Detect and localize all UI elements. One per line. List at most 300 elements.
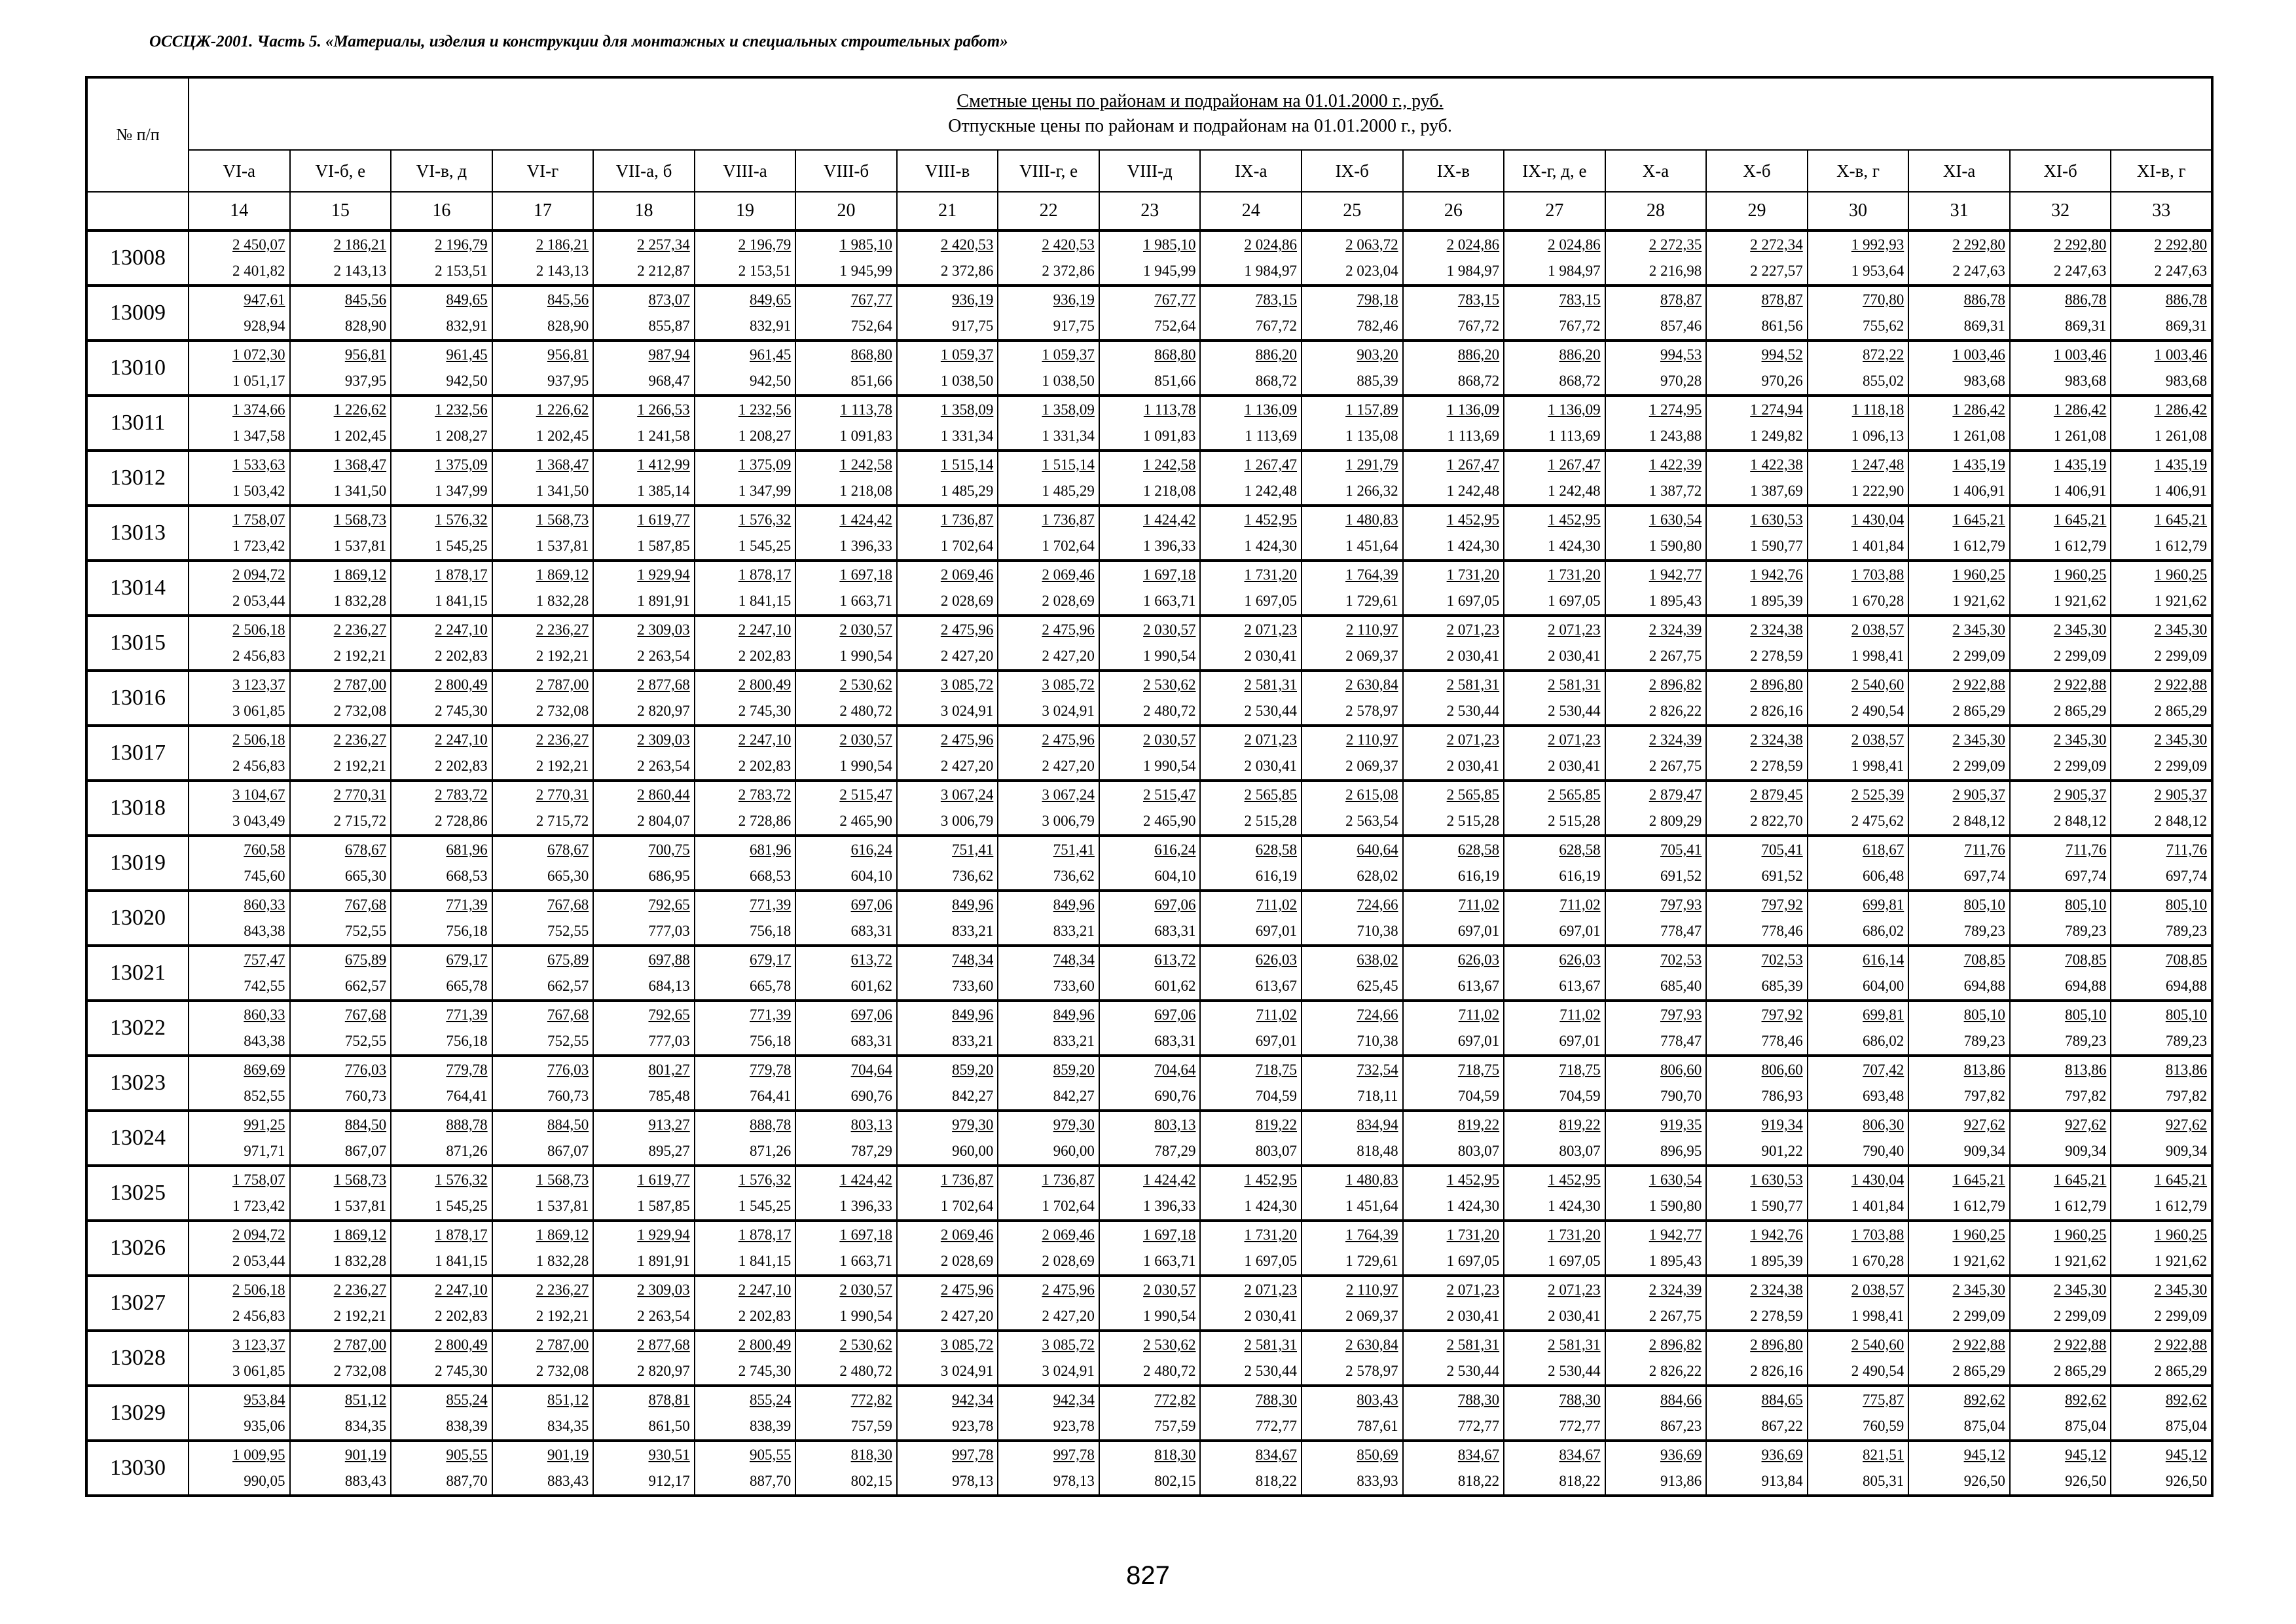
release-price: 1 990,54 [1142, 648, 1196, 664]
price-cell [1302, 286, 1403, 341]
release-price: 1 347,58 [232, 428, 285, 444]
estimate-price: 732,54 [1357, 1061, 1398, 1078]
price-cell [1504, 1001, 1605, 1056]
estimate-price: 792,65 [648, 1006, 690, 1023]
price-cell [391, 451, 492, 506]
price-cell [998, 1111, 1099, 1166]
estimate-price: 1 267,47 [1548, 456, 1601, 473]
price-cell [391, 286, 492, 341]
release-price: 2 212,87 [637, 263, 690, 279]
price-cell [1706, 781, 1808, 836]
estimate-price: 748,34 [952, 951, 994, 968]
column-number: 23 [1099, 192, 1201, 231]
estimate-price: 681,96 [750, 841, 792, 858]
release-price: 1 945,99 [839, 263, 892, 279]
estimate-price: 884,66 [1660, 1392, 1702, 1408]
price-cell [593, 286, 695, 341]
price-cell [795, 836, 897, 891]
release-price: 869,31 [2065, 318, 2107, 334]
estimate-price: 2 783,72 [435, 786, 488, 803]
estimate-price: 772,82 [850, 1392, 892, 1408]
price-cell [593, 1441, 695, 1496]
estimate-price: 2 071,23 [1446, 1282, 1500, 1298]
release-price: 968,47 [648, 373, 690, 389]
estimate-price: 704,64 [850, 1061, 892, 1078]
release-price: 1 841,15 [738, 593, 792, 609]
release-price: 756,18 [750, 923, 792, 939]
price-cell [1302, 506, 1403, 561]
release-price: 803,07 [1457, 1143, 1500, 1159]
release-price: 1 729,61 [1345, 593, 1398, 609]
estimate-price: 2 800,49 [435, 676, 488, 693]
estimate-price: 1 878,17 [435, 1227, 488, 1243]
price-cell [189, 671, 290, 726]
estimate-price: 757,47 [244, 951, 285, 968]
price-cell [1808, 1386, 1909, 1441]
estimate-price: 697,06 [850, 1006, 892, 1023]
release-price: 2 053,44 [232, 593, 285, 609]
release-price: 710,38 [1357, 1033, 1398, 1049]
release-price: 1 990,54 [839, 648, 892, 664]
price-cell [1808, 396, 1909, 451]
release-price: 805,31 [1863, 1473, 1904, 1489]
price-cell [897, 506, 998, 561]
price-cell [1302, 341, 1403, 396]
release-price: 604,10 [1154, 868, 1196, 884]
estimate-price: 961,45 [750, 346, 792, 363]
release-price: 1 612,79 [2154, 1198, 2208, 1214]
release-price: 855,87 [648, 318, 690, 334]
estimate-price: 850,69 [1357, 1447, 1398, 1463]
price-cell [795, 1111, 897, 1166]
estimate-price: 936,69 [1660, 1447, 1702, 1463]
price-cell [1099, 286, 1201, 341]
release-price: 2 865,29 [2154, 1363, 2208, 1379]
row-code: 13028 [86, 1331, 189, 1386]
release-price: 803,07 [1559, 1143, 1601, 1159]
estimate-price: 718,75 [1559, 1061, 1601, 1078]
estimate-price: 2 615,08 [1345, 786, 1398, 803]
price-cell [1808, 1441, 1909, 1496]
price-cell [1808, 946, 1909, 1001]
release-price: 2 732,08 [333, 1363, 387, 1379]
release-price: 1 921,62 [2154, 1253, 2208, 1269]
price-cell [2111, 341, 2212, 396]
estimate-price: 849,96 [1053, 1006, 1095, 1023]
estimate-price: 2 071,23 [1548, 1282, 1601, 1298]
price-cell [695, 836, 796, 891]
release-price: 2 069,37 [1345, 758, 1398, 774]
estimate-price: 2 324,38 [1750, 621, 1803, 638]
price-cell [1403, 1441, 1504, 1496]
release-price: 683,31 [1154, 923, 1196, 939]
estimate-price: 2 530,62 [839, 676, 892, 693]
release-price: 2 826,16 [1750, 1363, 1803, 1379]
price-cell [593, 1276, 695, 1331]
estimate-price: 2 581,31 [1244, 676, 1298, 693]
price-cell [1302, 1221, 1403, 1276]
table-row [86, 286, 2212, 341]
estimate-price: 776,03 [547, 1061, 589, 1078]
price-cell [1302, 781, 1403, 836]
price-cell [1908, 726, 2010, 781]
estimate-price: 1 697,18 [1142, 566, 1196, 583]
release-price: 1 984,97 [1244, 263, 1298, 279]
price-cell [290, 726, 392, 781]
release-price: 2 030,41 [1244, 648, 1298, 664]
release-price: 1 663,71 [839, 1253, 892, 1269]
estimate-price: 886,20 [1457, 346, 1500, 363]
estimate-price: 2 800,49 [738, 676, 792, 693]
release-price: 1 921,62 [2154, 593, 2208, 609]
estimate-price: 3 085,72 [940, 676, 994, 693]
region-header: VI-г [492, 150, 594, 192]
estimate-price: 783,15 [1559, 291, 1601, 308]
release-price: 782,46 [1357, 318, 1398, 334]
estimate-price: 834,94 [1357, 1116, 1398, 1133]
price-cell [1099, 1441, 1201, 1496]
price-cell [1403, 506, 1504, 561]
price-cell [1099, 506, 1201, 561]
estimate-price: 936,19 [1053, 291, 1095, 308]
estimate-price: 2 069,46 [940, 1227, 994, 1243]
price-cell [2111, 1386, 2212, 1441]
price-cell [1504, 506, 1605, 561]
estimate-price: 1 242,58 [839, 456, 892, 473]
price-cell [1302, 946, 1403, 1001]
estimate-price: 927,62 [2065, 1116, 2107, 1133]
price-cell [290, 1276, 392, 1331]
release-price: 752,64 [850, 318, 892, 334]
estimate-price: 930,51 [648, 1447, 690, 1463]
estimate-price: 805,10 [2165, 896, 2208, 913]
price-cell [695, 1221, 796, 1276]
estimate-price: 834,67 [1457, 1447, 1500, 1463]
release-price: 2 427,20 [940, 648, 994, 664]
estimate-price: 2 345,30 [1952, 621, 2005, 638]
estimate-price: 849,96 [952, 1006, 994, 1023]
price-cell [1908, 1441, 2010, 1496]
estimate-price: 2 030,57 [1142, 1282, 1196, 1298]
column-number: 24 [1200, 192, 1302, 231]
estimate-price: 783,15 [1255, 291, 1298, 308]
release-price: 767,72 [1255, 318, 1298, 334]
price-cell [290, 1441, 392, 1496]
price-cell [593, 396, 695, 451]
estimate-price: 1 630,54 [1649, 511, 1702, 528]
estimate-price: 2 247,10 [738, 621, 792, 638]
price-cell [1099, 1056, 1201, 1111]
estimate-price: 806,30 [1863, 1116, 1904, 1133]
price-cell [1808, 1166, 1909, 1221]
release-price: 1 396,33 [1142, 538, 1196, 554]
price-cell [1908, 231, 2010, 286]
price-cell [897, 286, 998, 341]
release-price: 818,22 [1457, 1473, 1500, 1489]
release-price: 1 347,99 [738, 483, 792, 499]
release-price: 1 697,05 [1548, 1253, 1601, 1269]
price-cell [189, 561, 290, 616]
price-cell [1200, 451, 1302, 506]
estimate-price: 1 009,95 [232, 1447, 285, 1463]
table-row [86, 616, 2212, 671]
estimate-price: 1 929,94 [637, 1227, 690, 1243]
release-price: 694,88 [2065, 978, 2107, 994]
release-price: 697,01 [1559, 1033, 1601, 1049]
estimate-price: 1 452,95 [1244, 511, 1298, 528]
price-cell [492, 1386, 594, 1441]
release-price: 1 096,13 [1851, 428, 1904, 444]
estimate-price: 1 136,09 [1548, 401, 1601, 418]
release-price: 2 578,97 [1345, 1363, 1398, 1379]
release-price: 1 341,50 [333, 483, 387, 499]
price-cell [2111, 836, 2212, 891]
estimate-price: 718,75 [1457, 1061, 1500, 1078]
price-cell [593, 726, 695, 781]
release-price: 2 530,44 [1548, 1363, 1601, 1379]
price-cell [1504, 946, 1605, 1001]
table-row [86, 1331, 2212, 1386]
release-price: 851,66 [850, 373, 892, 389]
release-price: 1 990,54 [1142, 758, 1196, 774]
price-cell [1808, 1111, 1909, 1166]
estimate-price: 886,78 [2165, 291, 2208, 308]
estimate-price: 1 576,32 [738, 1172, 792, 1188]
estimate-price: 1 375,09 [435, 456, 488, 473]
price-cell [593, 1056, 695, 1111]
row-code: 13011 [86, 396, 189, 451]
estimate-price: 2 069,46 [1042, 566, 1095, 583]
price-cell [695, 891, 796, 946]
release-price: 697,01 [1255, 923, 1298, 939]
region-header: X-б [1706, 150, 1808, 192]
release-price: 883,43 [547, 1473, 589, 1489]
column-number: 27 [1504, 192, 1605, 231]
price-cell [795, 616, 897, 671]
price-cell [695, 1056, 796, 1111]
estimate-price: 704,64 [1154, 1061, 1196, 1078]
release-price: 2 865,29 [1952, 703, 2005, 719]
row-code: 13027 [86, 1276, 189, 1331]
price-cell [1200, 1386, 1302, 1441]
price-cell [998, 781, 1099, 836]
price-cell [1200, 1221, 1302, 1276]
release-price: 1 341,50 [536, 483, 589, 499]
price-cell [1808, 561, 1909, 616]
price-cell [189, 451, 290, 506]
release-price: 733,60 [952, 978, 994, 994]
release-price: 875,04 [1963, 1418, 2005, 1434]
release-price: 935,06 [244, 1418, 285, 1434]
price-cell [695, 506, 796, 561]
release-price: 1 921,62 [1952, 593, 2005, 609]
estimate-price: 2 345,30 [2053, 731, 2107, 748]
estimate-price: 942,34 [1053, 1392, 1095, 1408]
estimate-price: 2 236,27 [536, 731, 589, 748]
estimate-price: 1 942,76 [1750, 1227, 1803, 1243]
release-price: 606,48 [1863, 868, 1904, 884]
price-cell [2111, 1276, 2212, 1331]
estimate-price: 2 770,31 [333, 786, 387, 803]
estimate-price: 1 985,10 [839, 236, 892, 253]
release-price: 756,18 [446, 923, 488, 939]
price-cell [391, 781, 492, 836]
table-row [86, 1276, 2212, 1331]
release-price: 842,27 [952, 1088, 994, 1104]
estimate-price: 1 731,20 [1244, 566, 1298, 583]
estimate-price: 2 905,37 [1952, 786, 2005, 803]
estimate-price: 3 085,72 [1042, 1337, 1095, 1353]
estimate-price: 2 581,31 [1548, 1337, 1601, 1353]
estimate-price: 1 736,87 [1042, 1172, 1095, 1188]
estimate-price: 1 869,12 [333, 566, 387, 583]
price-cell [1099, 451, 1201, 506]
estimate-price: 767,68 [344, 1006, 387, 1023]
price-cell [998, 1221, 1099, 1276]
release-price: 736,62 [952, 868, 994, 884]
price-cell [1403, 671, 1504, 726]
estimate-price: 888,78 [750, 1116, 792, 1133]
price-cell [1200, 341, 1302, 396]
estimate-price: 2 063,72 [1345, 236, 1398, 253]
price-cell [1200, 1276, 1302, 1331]
release-price: 1 545,25 [738, 538, 792, 554]
estimate-price: 888,78 [446, 1116, 488, 1133]
price-cell [2010, 891, 2111, 946]
estimate-price: 2 800,49 [738, 1337, 792, 1353]
release-price: 778,47 [1660, 923, 1702, 939]
price-cell [1808, 506, 1909, 561]
estimate-price: 2 787,00 [536, 676, 589, 693]
release-price: 1 990,54 [839, 758, 892, 774]
estimate-price: 705,41 [1660, 841, 1702, 858]
price-cell [2010, 1221, 2111, 1276]
release-price: 851,66 [1154, 373, 1196, 389]
estimate-price: 1 430,04 [1851, 1172, 1904, 1188]
region-header: VI-в, д [391, 150, 492, 192]
release-price: 2 247,63 [1952, 263, 2005, 279]
release-price: 2 299,09 [2154, 758, 2208, 774]
price-cell [492, 1221, 594, 1276]
release-price: 1 832,28 [536, 1253, 589, 1269]
release-price: 2 202,83 [738, 648, 792, 664]
estimate-price: 2 069,46 [940, 566, 994, 583]
price-cell [1605, 1276, 1707, 1331]
estimate-price: 3 067,24 [1042, 786, 1095, 803]
price-cell [2111, 1331, 2212, 1386]
price-cell [391, 1111, 492, 1166]
price-cell [1605, 341, 1707, 396]
estimate-price: 892,62 [2165, 1392, 2208, 1408]
release-price: 1 424,30 [1446, 538, 1500, 554]
estimate-price: 626,03 [1559, 951, 1601, 968]
estimate-price: 2 292,80 [2053, 236, 2107, 253]
region-header: X-а [1605, 150, 1707, 192]
release-price: 942,50 [750, 373, 792, 389]
release-price: 2 490,54 [1851, 703, 1904, 719]
release-price: 1 261,08 [2053, 428, 2107, 444]
estimate-price: 2 905,37 [2053, 786, 2107, 803]
estimate-price: 2 420,53 [940, 236, 994, 253]
release-price: 704,59 [1559, 1088, 1601, 1104]
release-price: 1 998,41 [1851, 1308, 1904, 1324]
release-price: 1 895,43 [1649, 1253, 1702, 1269]
release-price: 1 841,15 [435, 1253, 488, 1269]
price-cell [2010, 1111, 2111, 1166]
price-cell [897, 1386, 998, 1441]
estimate-price: 994,52 [1761, 346, 1803, 363]
release-price: 2 530,44 [1446, 703, 1500, 719]
release-price: 1 091,83 [839, 428, 892, 444]
release-price: 2 202,83 [435, 758, 488, 774]
price-cell [1605, 451, 1707, 506]
price-cell [998, 341, 1099, 396]
release-price: 752,55 [344, 1033, 387, 1049]
release-price: 2 192,21 [333, 1308, 387, 1324]
estimate-price: 2 247,10 [738, 1282, 792, 1298]
estimate-price: 797,92 [1761, 1006, 1803, 1023]
price-cell [1504, 671, 1605, 726]
estimate-price: 792,65 [648, 896, 690, 913]
row-code: 13029 [86, 1386, 189, 1441]
estimate-price: 2 292,80 [1952, 236, 2005, 253]
price-cell [1200, 946, 1302, 1001]
estimate-price: 700,75 [648, 841, 690, 858]
estimate-price: 979,30 [952, 1116, 994, 1133]
region-header: XI-в, г [2111, 150, 2212, 192]
price-cell [1808, 451, 1909, 506]
table-row [86, 1386, 2212, 1441]
estimate-price: 2 506,18 [232, 731, 285, 748]
release-price: 1 723,42 [232, 538, 285, 554]
release-price: 757,59 [1154, 1418, 1196, 1434]
table-row [86, 231, 2212, 286]
price-cell [1504, 836, 1605, 891]
estimate-price: 1 266,53 [637, 401, 690, 418]
estimate-price: 2 879,45 [1750, 786, 1803, 803]
estimate-price: 2 030,57 [1142, 621, 1196, 638]
estimate-price: 905,55 [446, 1447, 488, 1463]
estimate-price: 1 424,42 [1142, 511, 1196, 528]
release-price: 686,95 [648, 868, 690, 884]
release-price: 704,59 [1457, 1088, 1500, 1104]
release-price: 2 820,97 [637, 1363, 690, 1379]
estimate-price: 2 024,86 [1446, 236, 1500, 253]
price-cell [391, 1441, 492, 1496]
price-cell [593, 506, 695, 561]
release-price: 785,48 [648, 1088, 690, 1104]
estimate-price: 868,80 [1154, 346, 1196, 363]
price-cell [897, 891, 998, 946]
release-price: 697,01 [1255, 1033, 1298, 1049]
release-price: 2 728,86 [435, 813, 488, 829]
release-price: 718,11 [1357, 1088, 1398, 1104]
estimate-price: 699,81 [1863, 1006, 1904, 1023]
release-price: 797,82 [2065, 1088, 2107, 1104]
estimate-price: 707,42 [1863, 1061, 1904, 1078]
release-price: 1 243,88 [1649, 428, 1702, 444]
estimate-price: 2 247,10 [435, 621, 488, 638]
estimate-price: 2 922,88 [1952, 1337, 2005, 1353]
price-cell [1200, 1056, 1302, 1111]
estimate-price: 767,68 [547, 896, 589, 913]
release-price: 668,53 [750, 868, 792, 884]
release-price: 2 028,69 [1042, 1253, 1095, 1269]
estimate-price: 2 450,07 [232, 236, 285, 253]
estimate-price: 711,02 [1559, 896, 1601, 913]
estimate-price: 2 565,85 [1446, 786, 1500, 803]
release-price: 625,45 [1357, 978, 1398, 994]
